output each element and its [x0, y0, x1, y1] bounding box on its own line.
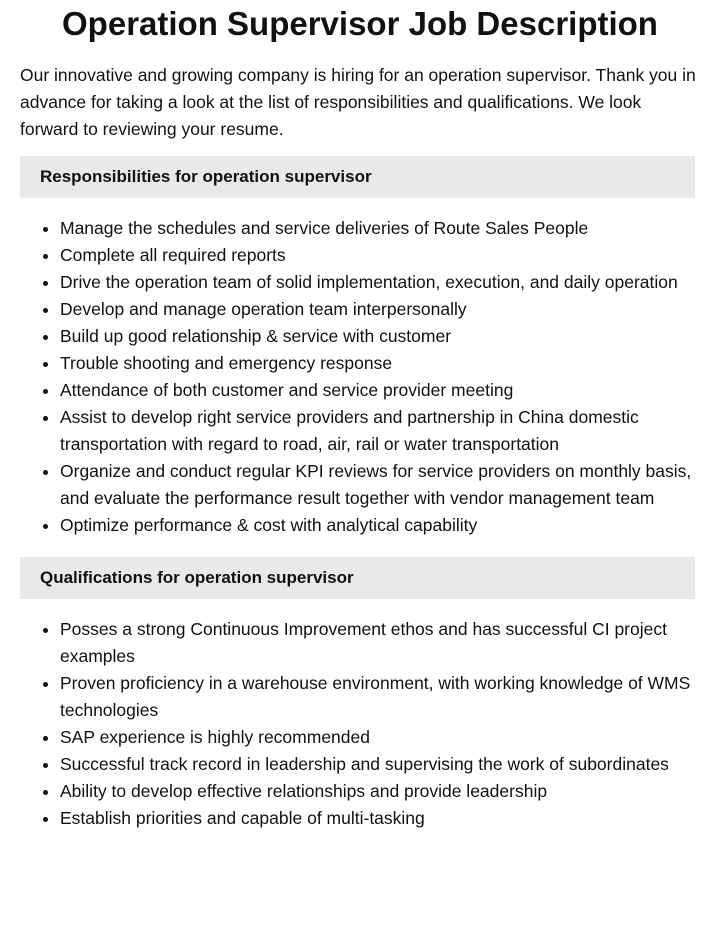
list-item: • Manage the schedules and service deliveries of Route Sales People: [60, 215, 700, 242]
list-item: • Successful track record in leadership and supervising the work of subordinates: [60, 751, 700, 778]
responsibilities-heading: Responsibilities for operation supervisor: [20, 156, 695, 198]
qualifications-heading: Qualifications for operation supervisor: [20, 557, 695, 599]
list-item: • Develop and manage operation team interpersonally: [60, 296, 700, 323]
list-item: • Attendance of both customer and service provider meeting: [60, 377, 700, 404]
list-item: • SAP experience is highly recommended: [60, 724, 700, 751]
qualifications-list: [20, 616, 700, 832]
list-item: • Complete all required reports: [60, 242, 700, 269]
list-item: • Posses a strong Continuous Improvement ethos and has successful CI project examples: [60, 616, 700, 670]
list-item: • Establish priorities and capable of multi-tasking: [60, 805, 700, 832]
list-item: • Proven proficiency in a warehouse environment, with working knowledge of WMS technologies: [60, 670, 700, 724]
list-item: • Trouble shooting and emergency response: [60, 350, 700, 377]
responsibilities-list: [20, 215, 700, 539]
intro-text: Our innovative and growing company is hiring for an operation supervisor. Thank you in advance for taking a look at the list of responsibilities and qualifications. We look forward to reviewing your resume.: [20, 65, 696, 139]
page-title: Operation Supervisor Job Description: [62, 5, 658, 42]
list-item: • Ability to develop effective relationships and provide leadership: [60, 778, 700, 805]
list-item: • Optimize performance & cost with analytical capability: [60, 512, 700, 539]
list-item: • Organize and conduct regular KPI reviews for service providers on monthly basis, and evaluate the performance result together with vendor management team: [60, 458, 700, 512]
list-item: • Build up good relationship & service with customer: [60, 323, 700, 350]
list-item: • Assist to develop right service providers and partnership in China domestic transportation with regard to road, air, rail or water transportation: [60, 404, 700, 458]
list-item: • Drive the operation team of solid implementation, execution, and daily operation: [60, 269, 700, 296]
